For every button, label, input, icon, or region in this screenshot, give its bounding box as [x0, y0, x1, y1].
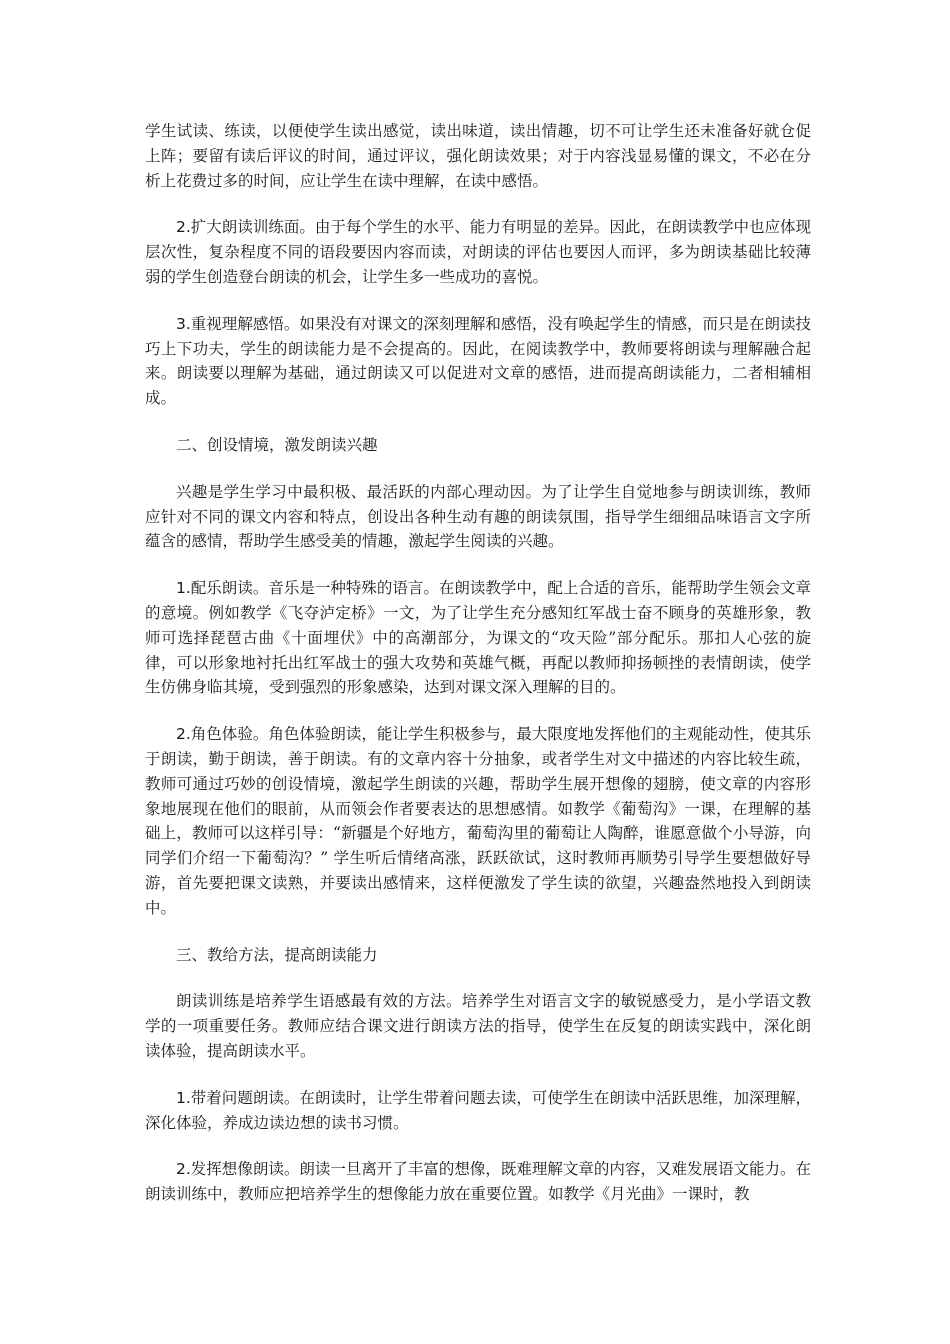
list-number: 2.: [176, 1160, 191, 1179]
heading-text: 三、教给方法，提高朗读能力: [176, 945, 378, 964]
paragraph-text: 配乐朗读。音乐是一种特殊的语言。在朗读教学中，配上合适的音乐，能帮助学生领会文章的意境。例如教学《飞夺泸定桥》一文，为了让学生充分感知红军战士奋不顾身的英雄形象，教师可选择琵琶古曲《十面埋伏》中的高潮部分，为课文的“攻天险”部分配乐。那扣人心弦的旋律，可以形象地衬托出红军战士的强大攻势和英雄气概，再配以教师抑扬顿挫的表情朗读，使学生仿佛身临其境，受到强烈的形象感染，达到对课文深入理解的目的。: [145, 579, 811, 697]
paragraph-text: 重视理解感悟。如果没有对课文的深刻理解和感悟，没有唤起学生的情感，而只是在朗读技巧上下功夫，学生的朗读能力是不会提高的。因此，在阅读教学中，教师要将朗读与理解融合起来。朗读要以理解为基础，通过朗读又可以促进对文章的感悟，进而提高朗读能力，二者相辅相成。: [145, 314, 811, 408]
paragraph-list-item: [145, 1157, 811, 1207]
heading-text: 二、创设情境，激发朗读兴趣: [176, 435, 378, 454]
paragraph-text: 学生试读、练读，以便使学生读出感觉，读出味道，读出情趣，切不可让学生还未准备好就仓促上阵；要留有读后评议的时间，通过评议，强化朗读效果；对于内容浅显易懂的课文，不必在分析上花费过多的时间，应让学生在读中理解，在读中感悟。: [145, 122, 811, 190]
paragraph-text: 发挥想像朗读。朗读一旦离开了丰富的想像，既难理解文章的内容，又难发展语文能力。在朗读训练中，教师应把培养学生的想像能力放在重要位置。如教学《月光曲》一课时，教: [145, 1160, 811, 1204]
paragraph-list-item: [145, 722, 811, 920]
section-heading: [145, 943, 811, 968]
list-number: 2.: [176, 725, 191, 744]
paragraph-body: [145, 480, 811, 554]
paragraph-text: 角色体验。角色体验朗读，能让学生积极参与，最大限度地发挥他们的主观能动性，使其乐于朗读，勤于朗读，善于朗读。有的文章内容十分抽象，或者学生对文中描述的内容比较生疏，教师可通过巧妙的创设情境，激起学生朗读的兴趣，帮助学生展开想像的翅膀，使文章的内容形象地展现在他们的眼前，从而领会作者要表达的思想感情。如教学《葡萄沟》一课，在理解的基础上，教师可以这样引导：“新疆是个好地方，葡萄沟里的葡萄让人陶醉，谁愿意做个小导游，向同学们介绍一下葡萄沟？” 学生听后情绪高涨，跃跃欲试，这时教师再顺势引导学生要想做好导游，首先要把课文读熟，并要读出感情来，这样便激发了学生读的欲望，兴趣盎然地投入到朗读中。: [145, 725, 811, 917]
paragraph-continuation: [145, 119, 811, 193]
paragraph-list-item: [145, 576, 811, 700]
list-number: 1.: [176, 579, 191, 598]
section-heading: [145, 433, 811, 458]
document-page: [145, 119, 811, 1229]
paragraph-text: 兴趣是学生学习中最积极、最活跃的内部心理动因。为了让学生自觉地参与朗读训练，教师应针对不同的课文内容和特点，创设出各种生动有趣的朗读氛围，指导学生细细品味语言文字所蕴含的感情，帮助学生感受美的情趣，激起学生阅读的兴趣。: [145, 482, 811, 551]
list-number: 1.: [176, 1088, 191, 1107]
paragraph-text: 扩大朗读训练面。由于每个学生的水平、能力有明显的差异。因此，在朗读教学中也应体现层次性，复杂程度不同的语段要因内容而读，对朗读的评估也要因人而评，多为朗读基础比较薄弱的学生创造登台朗读的机会，让学生多一些成功的喜悦。: [145, 218, 811, 286]
paragraph-body: [145, 989, 811, 1063]
list-number: 2.: [176, 218, 191, 237]
paragraph-list-item: [145, 215, 811, 289]
paragraph-text: 朗读训练是培养学生语感最有效的方法。培养学生对语言文字的敏锐感受力，是小学语文教学的一项重要任务。教师应结合课文进行朗读方法的指导，使学生在反复的朗读实践中，深化朗读体验，提高朗读水平。: [145, 992, 811, 1060]
paragraph-list-item: [145, 1086, 811, 1136]
paragraph-list-item: [145, 312, 811, 411]
list-number: 3.: [176, 314, 191, 333]
paragraph-text: 带着问题朗读。在朗读时，让学生带着问题去读，可使学生在朗读中活跃思维，加深理解，深化体验，养成边读边想的读书习惯。: [145, 1088, 811, 1132]
